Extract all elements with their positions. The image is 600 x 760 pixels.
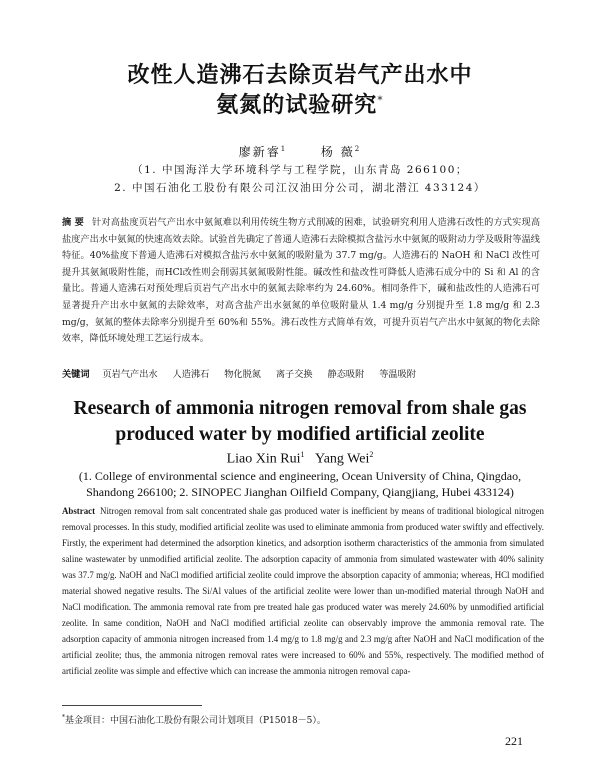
- chinese-title-line-2-text: 氨氮的试验研究: [216, 93, 378, 118]
- english-authors: [0, 450, 600, 468]
- footnote-divider: [62, 705, 202, 706]
- author-2-en: Yang Wei: [315, 451, 370, 467]
- chinese-abstract: [62, 215, 540, 348]
- english-abstract-label: Abstract: [62, 506, 96, 516]
- author-1-en-sup: 1: [300, 450, 305, 459]
- chinese-title-line-1: 改性人造沸石去除页岩气产出水中: [127, 63, 473, 88]
- chinese-keywords: [62, 366, 540, 380]
- chinese-affiliation-line-2: 2. 中国石油化工股份有限公司江汉油田分公司，湖北潜江 433124）: [114, 182, 486, 194]
- keyword-cn: 页岩气产出水: [102, 369, 158, 380]
- chinese-authors: [0, 143, 600, 160]
- chinese-abstract-text: 针对高盐度页岩气产出水中氨氮难以利用传统生物方式削减的困难，试验研究利用人造沸石改性的方式实现高盐度产出水中氨氮的快速高效去除。试验首先确定了普通人造沸石去除模拟含盐污水中氨氮的吸附动力学及吸附等温线特征。40%盐度下普通人造沸石对模拟含盐污水中氨氮的吸附量为 37.7 mg/g。人造沸石的 NaOH 和 NaCl 改性可提升其氨氮吸附性能，而HCl改性则会削弱其氨氮吸附性能。碱改性和盐改性可降低人造沸石成分中的 Si 和 Al 的含量比。普通人造沸石对预处理后页岩气产出水中的氨氮去除率约为 24.60%。相同条件下，碱和盐改性的人造沸石可显著提升产出水中氨氮的去除效率，对高含盐产出水氨氮的单位吸附量从 1.4 mg/g 分别提升至 1.8 mg/g 和 2.3 mg/g，氨氮的整体去除率分别提升至 60%和 55%。沸石改性方式简单有效，可提升页岩气产出水中氨氮的物化去除效率，降低环境处理工艺运行成本。: [62, 217, 541, 345]
- keyword-cn: 静态吸附: [327, 369, 365, 380]
- english-title-line-1: Research of ammonia nitrogen removal from shale gas: [73, 398, 527, 419]
- chinese-title-line-2: [60, 88, 540, 119]
- footnote-text: 基金项目：中国石油化工股份有限公司计划项目（P15018－5）。: [65, 716, 326, 726]
- author-1-en: Liao Xin Rui: [226, 451, 301, 467]
- keyword-cn: 等温吸附: [379, 369, 416, 380]
- footnote-mark: *: [62, 714, 65, 721]
- keyword-cn: 人造沸石: [172, 369, 210, 380]
- chinese-keywords-label: 关键词: [62, 369, 90, 380]
- english-abstract-text: Nitrogen removal from salt concentrated shale gas produced water is inefficient by means of traditional biological nitrogen removal processes. In this study, modified artificial zeolite was used to eliminate ammonia from produced water swiftly and effectively. Firstly, the experiment had determined the adsorption kinetics, and adsorption isotherm characteristics of the ammonia from simulated saline wastewater by unmodified artificial zeolite. The adsorption capacity of ammonia from simulated wastewater with 40% salinity was 37.7 mg/g. NaOH and NaCl modified artificial zeolite could improve the absorption capacity of ammonia; whereas, HCl modified material showed negative results. The Si/Al values of the artificial zeolite were lower than un-modified material through NaOH and NaCl modification. The ammonia removal rate from pre treated hale gas produced water was merely 24.60% by unmodified artificial zeolite. In same condition, NaOH and NaCl modified artificial zeolite can observably improve the ammonia removal rate. The adsorption capacity of ammonia nitrogen increased from 1.4 mg/g to 1.8 mg/g and 2.3 mg/g after NaOH and NaCl modification of the artificial zeolite; thus, the ammonia nitrogen removal rates were increased to 60% and 55%, respectively. The modified method of artificial zeolite was simple and effective which can increase the ammonia nitrogen removal capa-: [62, 506, 544, 676]
- page-number: 221: [505, 734, 523, 748]
- chinese-affiliation-line-1: （1. 中国海洋大学环境科学与工程学院，山东青岛 266100；: [132, 164, 468, 176]
- english-abstract: [62, 503, 544, 679]
- chinese-abstract-label: 摘 要: [62, 217, 85, 228]
- author-2-cn: 杨 薇: [320, 145, 355, 159]
- author-1-cn-sup: 1: [280, 145, 288, 153]
- footnote: [62, 713, 326, 726]
- keyword-cn: 物化脱氮: [224, 369, 261, 380]
- english-affiliation-line-2: Shandong 266100; 2. SINOPEC Jianghan Oilfield Company, Qiangjiang, Hubei 433124): [86, 485, 514, 499]
- english-title-line-2: produced water by modified artificial zeolite: [115, 424, 485, 445]
- title-footnote-mark: *: [377, 93, 384, 107]
- author-2-en-sup: 2: [369, 450, 374, 459]
- english-affiliation-line-1: (1. College of environmental science and engineering, Ocean University of China, Qingdao,: [78, 469, 522, 483]
- keyword-cn: 离子交换: [275, 369, 313, 380]
- author-1-cn: 廖新睿: [238, 145, 281, 159]
- author-2-cn-sup: 2: [354, 145, 362, 153]
